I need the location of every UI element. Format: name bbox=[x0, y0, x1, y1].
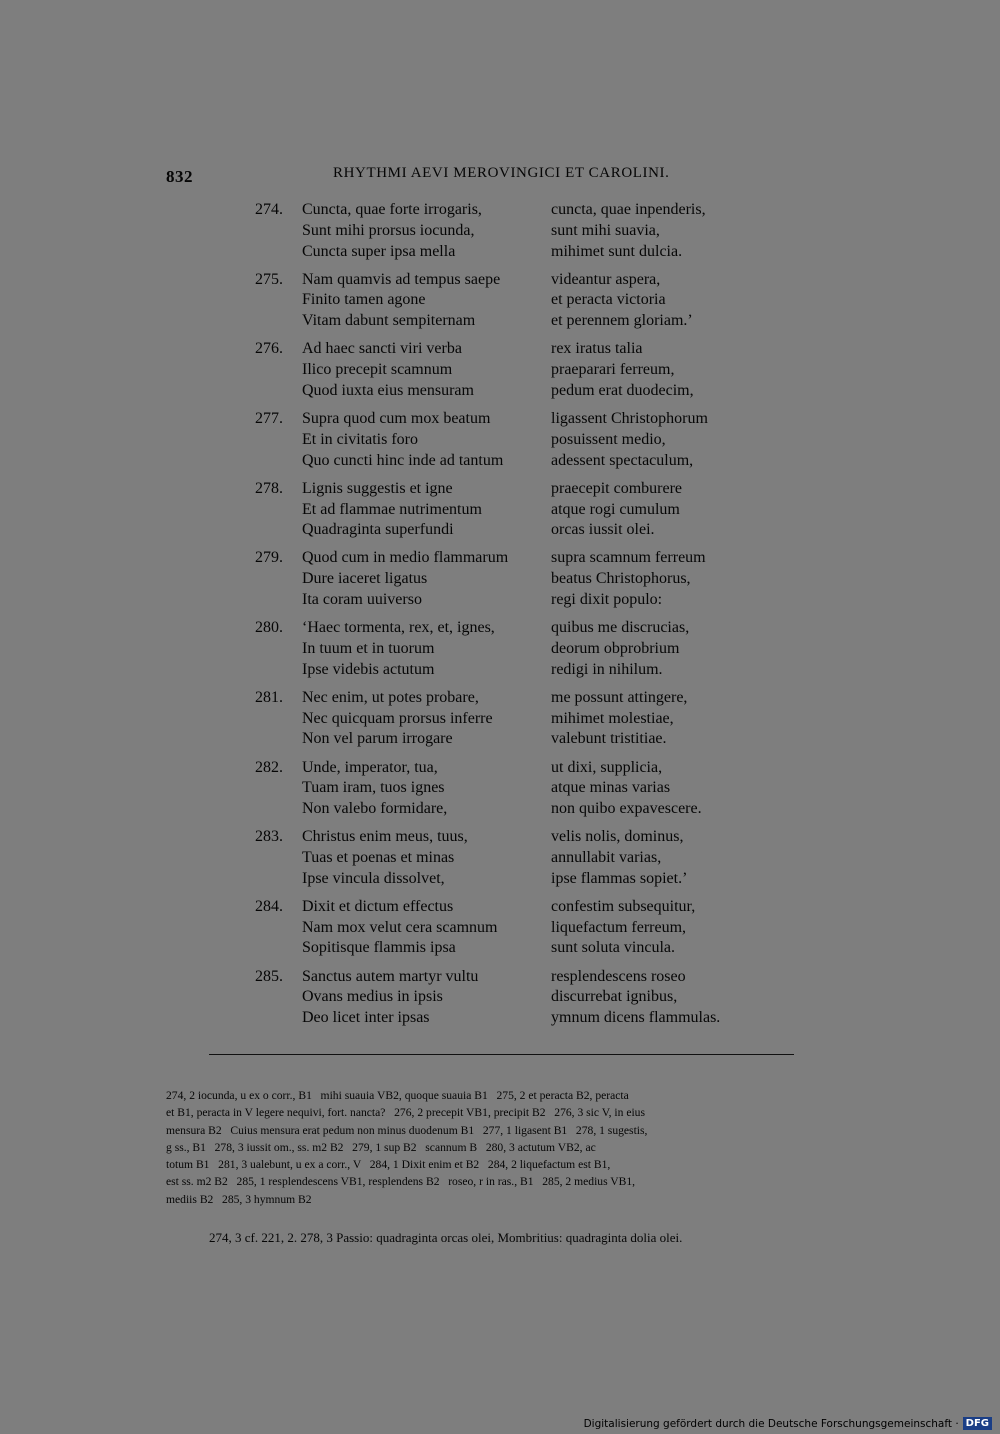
stanza-number: 275. bbox=[255, 270, 283, 288]
verse-first-half: Ilico precepit scamnum bbox=[302, 361, 453, 379]
verse-first-half: Dure iaceret ligatus bbox=[302, 570, 428, 588]
verse-second-half: mihimet molestiae, bbox=[551, 709, 674, 727]
verse-second-half: cuncta, quae inpenderis, bbox=[551, 201, 706, 218]
verse-first-half: Vitam dabunt sempiternam bbox=[302, 312, 476, 330]
verse-first-half: Quod iuxta eius mensuram bbox=[302, 381, 474, 399]
verse-second-half: ipse flammas sopiet.’ bbox=[551, 869, 688, 887]
verse-second-half: atque rogi cumulum bbox=[551, 500, 680, 518]
verse-first-half: Ovans medius in ipsis bbox=[302, 988, 443, 1006]
stanza-number: 279. bbox=[255, 549, 283, 567]
verse-first-half: Cuncta, quae forte irrogaris, bbox=[302, 201, 482, 218]
stanza bbox=[255, 201, 775, 271]
verse-second-half: atque minas varias bbox=[551, 779, 671, 797]
stanza-number: 284. bbox=[255, 897, 283, 915]
verse-second-half: supra scamnum ferreum bbox=[551, 549, 706, 567]
verse-second-half: videantur aspera, bbox=[551, 270, 661, 288]
stanza bbox=[255, 480, 775, 550]
verse-first-half: Sanctus autem martyr vultu bbox=[302, 967, 479, 985]
verse-first-half: Quo cuncti hinc inde ad tantum bbox=[302, 451, 504, 469]
verse-second-half: me possunt attingere, bbox=[551, 688, 688, 706]
verse-first-half: Tuam iram, tuos ignes bbox=[302, 779, 445, 797]
verse-second-half: valebunt tristitiae. bbox=[551, 730, 667, 748]
verse-second-half: rex iratus talia bbox=[551, 340, 643, 358]
verse-second-half: quibus me discrucias, bbox=[551, 619, 690, 637]
verse-first-half: Quod cum in medio flammarum bbox=[302, 549, 509, 567]
verse-second-half: deorum obprobrium bbox=[551, 639, 680, 657]
apparatus-line: est ss. m2 B2 285, 1 resplendescens VB1, resplendens B2 roseo, r in ras., B1 285, 2 medius VB1, bbox=[166, 1175, 636, 1189]
verse-second-half: non quibo expavescere. bbox=[551, 800, 702, 818]
stanza bbox=[255, 828, 775, 898]
stanza-number: 281. bbox=[255, 688, 283, 706]
verse-first-half: Supra quod cum mox beatum bbox=[302, 410, 491, 428]
verse-first-half: Nam mox velut cera scamnum bbox=[302, 918, 498, 936]
page-number: 832 bbox=[166, 167, 193, 186]
running-head: RHYTHMI AEVI MEROVINGICI ET CAROLINI. bbox=[333, 165, 670, 181]
verse-second-half: orcas iussit olei. bbox=[551, 521, 655, 539]
apparatus-line: mediis B2 285, 3 hymnum B2 bbox=[166, 1192, 312, 1206]
verse-second-half: et peracta victoria bbox=[551, 291, 666, 309]
critical-apparatus bbox=[166, 1087, 839, 1208]
source-notes: 274, 3 cf. 221, 2. 278, 3 Passio: quadraginta orcas olei, Mombritius: quadraginta dolia olei. bbox=[209, 1230, 683, 1245]
verse-first-half: Christus enim meus, tuus, bbox=[302, 828, 468, 846]
apparatus-line: totum B1 281, 3 ualebunt, u ex a corr., V 284, 1 Dixit enim et B2 284, 2 liquefactum est B1, bbox=[166, 1158, 611, 1172]
verse-first-half: Et in civitatis foro bbox=[302, 430, 418, 448]
verse-first-half: Non vel parum irrogare bbox=[302, 730, 453, 748]
verse-first-half: Ipse vincula dissolvet, bbox=[302, 869, 445, 887]
verse-first-half: Unde, imperator, tua, bbox=[302, 758, 438, 776]
apparatus-line: 274, 2 iocunda, u ex o corr., B1 mihi suauia VB2, quoque suauia B1 275, 2 et peracta B2, peracta bbox=[166, 1089, 629, 1102]
verse-second-half: ymnum dicens flammulas. bbox=[551, 1009, 721, 1027]
verse-second-half: et perennem gloriam.’ bbox=[551, 312, 693, 330]
stanza bbox=[255, 689, 775, 759]
stanza bbox=[255, 619, 775, 689]
verse-first-half: Dixit et dictum effectus bbox=[302, 897, 454, 915]
footnote-divider bbox=[209, 1054, 794, 1055]
verse-second-half: beatus Christophorus, bbox=[551, 570, 691, 588]
verse-second-half: praecepit comburere bbox=[551, 479, 683, 497]
verse-first-half: Quadraginta superfundi bbox=[302, 521, 454, 539]
apparatus-line: et B1, peracta in V legere nequivi, fort. nancta? 276, 2 precepit VB1, precipit B2 276, 3 sic V, in eius bbox=[166, 1106, 645, 1120]
apparatus-line: g ss., B1 278, 3 iussit om., ss. m2 B2 279, 1 sup B2 scannum B 280, 3 actutum VB2, ac bbox=[166, 1140, 596, 1154]
verse-first-half: Sunt mihi prorsus iocunda, bbox=[302, 221, 475, 239]
poem-stanzas bbox=[255, 201, 775, 1037]
verse-first-half: Nec quicquam prorsus inferre bbox=[302, 709, 493, 727]
verse-second-half: redigi in nihilum. bbox=[551, 660, 663, 678]
stanza bbox=[255, 410, 775, 480]
stanza-number: 280. bbox=[255, 619, 283, 637]
verse-second-half: discurrebat ignibus, bbox=[551, 988, 678, 1006]
stanza-number: 283. bbox=[255, 828, 283, 846]
stanza-number: 276. bbox=[255, 340, 283, 358]
verse-second-half: sunt mihi suavia, bbox=[551, 221, 660, 239]
verse-first-half: Nec enim, ut potes probare, bbox=[302, 688, 479, 706]
stanza-number: 274. bbox=[255, 201, 283, 218]
verse-second-half: velis nolis, dominus, bbox=[551, 828, 684, 846]
verse-first-half: Ita coram uuiverso bbox=[302, 591, 422, 609]
stanza-number: 278. bbox=[255, 479, 283, 497]
verse-first-half: Ipse videbis actutum bbox=[302, 660, 435, 678]
verse-first-half: Nam quamvis ad tempus saepe bbox=[302, 270, 501, 288]
verse-second-half: regi dixit populo: bbox=[551, 591, 663, 609]
stanza bbox=[255, 271, 775, 341]
verse-second-half: resplendescens roseo bbox=[551, 967, 686, 985]
stanza bbox=[255, 759, 775, 829]
verse-first-half: Sopitisque flammis ipsa bbox=[302, 939, 456, 957]
apparatus-line: mensura B2 Cuius mensura erat pedum non minus duodenum B1 277, 1 ligasent B1 278, 1 sugestis, bbox=[166, 1123, 648, 1137]
funding-footer bbox=[584, 1417, 992, 1430]
verse-first-half: In tuum et in tuorum bbox=[302, 639, 435, 657]
stanza bbox=[255, 549, 775, 619]
verse-first-half: Non valebo formidare, bbox=[302, 800, 448, 818]
stanza-number: 285. bbox=[255, 967, 283, 985]
verse-first-half: Deo licet inter ipsas bbox=[302, 1009, 430, 1027]
verse-second-half: ut dixi, supplicia, bbox=[551, 758, 663, 776]
verse-first-half: ‘Haec tormenta, rex, et, ignes, bbox=[302, 619, 495, 637]
verse-first-half: Lignis suggestis et igne bbox=[302, 479, 453, 497]
stanza-number: 282. bbox=[255, 758, 283, 776]
verse-first-half: Finito tamen agone bbox=[302, 291, 426, 309]
dfg-logo: DFG bbox=[963, 1417, 992, 1430]
stanza bbox=[255, 340, 775, 410]
funding-text: Digitalisierung gefördert durch die Deutsche Forschungsgemeinschaft · bbox=[583, 1417, 959, 1430]
verse-first-half: Cuncta super ipsa mella bbox=[302, 242, 456, 260]
verse-first-half: Tuas et poenas et minas bbox=[302, 848, 455, 866]
stanza-number: 277. bbox=[255, 410, 283, 428]
stanza bbox=[255, 898, 775, 968]
verse-second-half: ligassent Christophorum bbox=[551, 410, 708, 428]
verse-second-half: confestim subsequitur, bbox=[551, 897, 696, 915]
verse-second-half: sunt soluta vincula. bbox=[551, 939, 675, 957]
verse-second-half: adessent spectaculum, bbox=[551, 451, 694, 469]
verse-first-half: Ad haec sancti viri verba bbox=[302, 340, 462, 358]
verse-second-half: annullabit varias, bbox=[551, 848, 662, 866]
verse-second-half: posuissent medio, bbox=[551, 430, 666, 448]
verse-second-half: praeparari ferreum, bbox=[551, 361, 675, 379]
verse-second-half: mihimet sunt dulcia. bbox=[551, 242, 683, 260]
verse-second-half: liquefactum ferreum, bbox=[551, 918, 687, 936]
verse-second-half: pedum erat duodecim, bbox=[551, 381, 694, 399]
stanza bbox=[255, 968, 775, 1038]
verse-first-half: Et ad flammae nutrimentum bbox=[302, 500, 482, 518]
